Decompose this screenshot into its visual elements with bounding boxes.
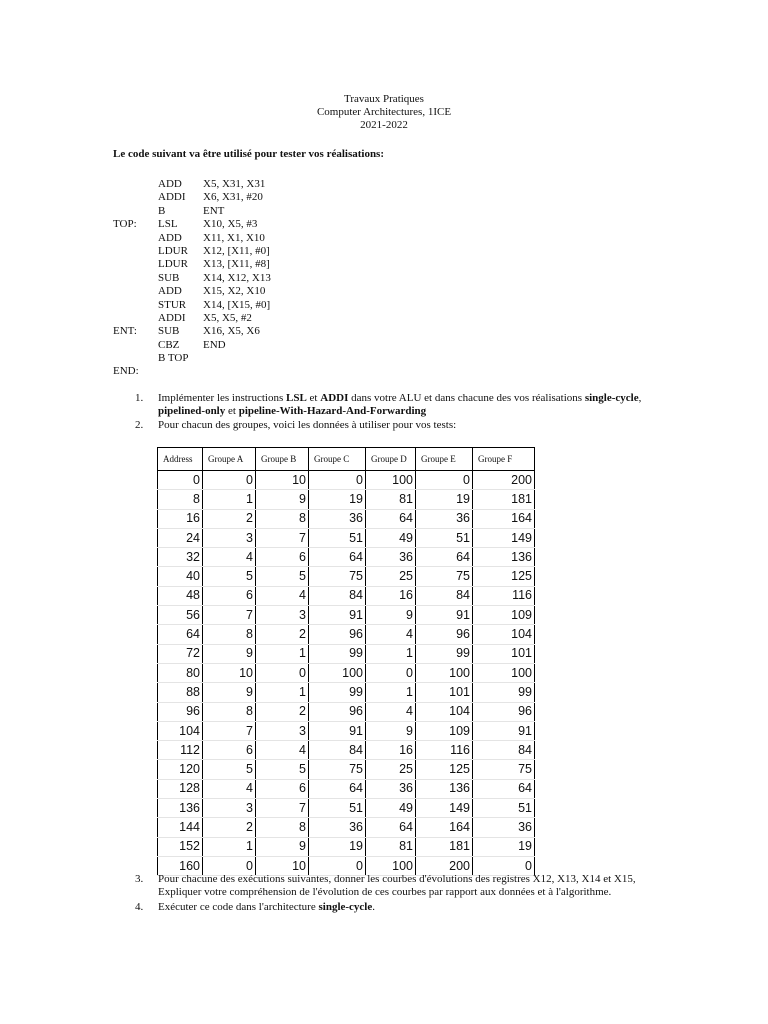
- list-number: 3.: [135, 873, 144, 885]
- table-cell: 125: [416, 760, 473, 779]
- list-number: 4.: [135, 901, 144, 913]
- table-cell: 4: [203, 548, 256, 567]
- table-cell: 64: [416, 548, 473, 567]
- code-operands: X10, X5, #3: [203, 218, 258, 231]
- table-cell: 19: [473, 837, 535, 856]
- list-item-4: [135, 901, 675, 914]
- table-cell: 125: [473, 567, 535, 586]
- table-cell: 3: [256, 721, 309, 740]
- table-cell: 36: [309, 818, 366, 837]
- list-text: [158, 901, 668, 914]
- table-cell: 19: [309, 490, 366, 509]
- table-cell: 200: [416, 856, 473, 875]
- table-cell: 7: [256, 528, 309, 547]
- table-cell: 10: [256, 471, 309, 490]
- table-cell: 9: [203, 644, 256, 663]
- table-cell: 99: [416, 644, 473, 663]
- table-cell: 8: [203, 702, 256, 721]
- table-cell: 49: [366, 528, 416, 547]
- column-header: Groupe C: [309, 448, 366, 471]
- table-body: [158, 471, 535, 876]
- table-cell: 112: [158, 741, 203, 760]
- table-cell: 164: [416, 818, 473, 837]
- table-cell: 144: [158, 818, 203, 837]
- code-operands: END: [203, 338, 226, 351]
- code-operands: X16, X5, X6: [203, 325, 260, 338]
- table-cell: 9: [256, 837, 309, 856]
- table-cell: 136: [473, 548, 535, 567]
- bold-run: pipelined-only: [158, 405, 226, 417]
- table-cell: 0: [309, 856, 366, 875]
- column-header: Groupe A: [203, 448, 256, 471]
- table-cell: 0: [473, 856, 535, 875]
- list-text: [158, 873, 668, 899]
- header-course: Computer Architectures, 1ICE: [316, 106, 452, 118]
- text-run: Exécuter ce code dans l'architecture: [158, 901, 319, 913]
- bold-run: pipeline-With-Hazard-And-Forwarding: [238, 405, 427, 417]
- text-run: et: [306, 392, 321, 404]
- table-cell: 164: [473, 509, 535, 528]
- table-cell: 3: [256, 606, 309, 625]
- table-header-row: [158, 448, 535, 471]
- table-cell: 0: [203, 856, 256, 875]
- table-cell: 32: [158, 548, 203, 567]
- table-cell: 7: [256, 799, 309, 818]
- bold-run: single-cycle: [584, 392, 639, 404]
- table-cell: 149: [473, 528, 535, 547]
- column-header: Groupe B: [256, 448, 309, 471]
- code-opcode: ADD: [158, 285, 182, 298]
- table-cell: 9: [366, 606, 416, 625]
- table-cell: 200: [473, 471, 535, 490]
- text-run: .: [372, 901, 375, 913]
- table-cell: 9: [256, 490, 309, 509]
- table-cell: 36: [366, 779, 416, 798]
- list-text: [158, 392, 668, 418]
- table-row: [158, 644, 535, 663]
- list-number: 1.: [135, 392, 144, 404]
- table-cell: 100: [416, 663, 473, 682]
- table-cell: 5: [203, 760, 256, 779]
- code-operands: X12, [X11, #0]: [203, 244, 270, 257]
- table-cell: 4: [203, 779, 256, 798]
- table-row: [158, 837, 535, 856]
- table-cell: 181: [473, 490, 535, 509]
- column-header: Groupe E: [416, 448, 473, 471]
- table-row: [158, 818, 535, 837]
- table-cell: 0: [416, 471, 473, 490]
- table-cell: 84: [309, 741, 366, 760]
- table-cell: 10: [256, 856, 309, 875]
- table-cell: 99: [309, 644, 366, 663]
- table-cell: 96: [309, 625, 366, 644]
- table-cell: 96: [416, 625, 473, 644]
- table-cell: 1: [203, 490, 256, 509]
- table-cell: 64: [366, 818, 416, 837]
- table-cell: 6: [256, 548, 309, 567]
- table-cell: 100: [473, 663, 535, 682]
- table-cell: 128: [158, 779, 203, 798]
- table-cell: 1: [366, 683, 416, 702]
- table-cell: 36: [473, 818, 535, 837]
- code-operands: X15, X2, X10: [203, 285, 266, 298]
- code-operands: X11, X1, X10: [203, 231, 265, 244]
- table-cell: 136: [158, 799, 203, 818]
- table-cell: 104: [473, 625, 535, 644]
- bold-run: ADDI: [320, 392, 349, 404]
- code-operands: ENT: [203, 204, 225, 217]
- table-cell: 36: [416, 509, 473, 528]
- table-cell: 4: [366, 625, 416, 644]
- table-cell: 8: [158, 490, 203, 509]
- table-cell: 99: [473, 683, 535, 702]
- table-row: [158, 606, 535, 625]
- table-cell: 8: [256, 509, 309, 528]
- table-cell: 5: [256, 567, 309, 586]
- table-cell: 8: [256, 818, 309, 837]
- table-cell: 64: [309, 548, 366, 567]
- table-cell: 91: [309, 721, 366, 740]
- table-row: [158, 548, 535, 567]
- code-opcode: B TOP: [158, 352, 189, 365]
- text-run: Implémenter les instructions: [158, 392, 286, 404]
- table-cell: 51: [309, 799, 366, 818]
- table-cell: 2: [203, 509, 256, 528]
- table-cell: 16: [158, 509, 203, 528]
- table-cell: 81: [366, 837, 416, 856]
- table-cell: 116: [473, 586, 535, 605]
- table-row: [158, 741, 535, 760]
- table-cell: 75: [416, 567, 473, 586]
- code-operands: X14, X12, X13: [203, 271, 271, 284]
- table-cell: 3: [203, 528, 256, 547]
- table-cell: 116: [416, 741, 473, 760]
- table-cell: 80: [158, 663, 203, 682]
- table-cell: 104: [416, 702, 473, 721]
- table-cell: 24: [158, 528, 203, 547]
- table-cell: 96: [309, 702, 366, 721]
- table-row: [158, 625, 535, 644]
- table-cell: 136: [416, 779, 473, 798]
- code-opcode: B: [158, 204, 166, 217]
- table-cell: 6: [203, 586, 256, 605]
- table-cell: 56: [158, 606, 203, 625]
- table-row: [158, 702, 535, 721]
- column-header: Address: [158, 448, 203, 471]
- data-table: [157, 447, 535, 876]
- table-cell: 3: [203, 799, 256, 818]
- table-cell: 101: [473, 644, 535, 663]
- table-cell: 100: [366, 471, 416, 490]
- code-label: TOP:: [113, 218, 137, 231]
- table-cell: 5: [256, 760, 309, 779]
- table-cell: 7: [203, 606, 256, 625]
- code-operands: X5, X5, #2: [203, 311, 252, 324]
- bold-run: single-cycle: [318, 901, 373, 913]
- table-cell: 5: [203, 567, 256, 586]
- code-opcode: SUB: [158, 271, 180, 284]
- code-opcode: CBZ: [158, 338, 180, 351]
- code-operands: X6, X31, #20: [203, 191, 263, 204]
- table-cell: 19: [309, 837, 366, 856]
- table-cell: 64: [309, 779, 366, 798]
- table-cell: 100: [309, 663, 366, 682]
- document-header: [0, 93, 768, 132]
- text-run: Expliquer votre compréhension de l'évolution de ces courbes par rapport aux données et à l'algorithme.: [158, 886, 612, 898]
- table-cell: 4: [256, 586, 309, 605]
- code-opcode: ADDI: [158, 191, 186, 204]
- table-row: [158, 799, 535, 818]
- table-row: [158, 683, 535, 702]
- code-opcode: LDUR: [158, 244, 188, 257]
- column-header: Groupe D: [366, 448, 416, 471]
- list-item-2: [135, 419, 675, 432]
- table-cell: 75: [309, 567, 366, 586]
- table-row: [158, 721, 535, 740]
- table-cell: 91: [416, 606, 473, 625]
- table-cell: 84: [473, 741, 535, 760]
- table-cell: 8: [203, 625, 256, 644]
- table-cell: 1: [203, 837, 256, 856]
- table-cell: 0: [309, 471, 366, 490]
- intro-text: Le code suivant va être utilisé pour tester vos réalisations:: [113, 148, 385, 160]
- table-cell: 88: [158, 683, 203, 702]
- bold-run: LSL: [286, 392, 307, 404]
- code-opcode: STUR: [158, 298, 187, 311]
- table-row: [158, 471, 535, 490]
- header-title: Travaux Pratiques: [344, 93, 424, 105]
- table-cell: 6: [203, 741, 256, 760]
- header-year: 2021-2022: [360, 119, 408, 131]
- table-cell: 51: [309, 528, 366, 547]
- table-cell: 101: [416, 683, 473, 702]
- table-cell: 75: [473, 760, 535, 779]
- table-cell: 4: [366, 702, 416, 721]
- code-operands: X14, [X15, #0]: [203, 298, 271, 311]
- table-row: [158, 760, 535, 779]
- text-run: ,: [638, 392, 642, 404]
- list-item-3: [135, 873, 675, 899]
- table-cell: 51: [416, 528, 473, 547]
- table-cell: 9: [366, 721, 416, 740]
- code-operands: X13, [X11, #8]: [203, 258, 270, 271]
- table-cell: 0: [158, 471, 203, 490]
- table-cell: 84: [309, 586, 366, 605]
- table-cell: 48: [158, 586, 203, 605]
- text-run: dans votre ALU et dans chacune des vos réalisations: [348, 392, 585, 404]
- table-cell: 109: [416, 721, 473, 740]
- table-cell: 181: [416, 837, 473, 856]
- table-cell: 7: [203, 721, 256, 740]
- list-text: Pour chacun des groupes, voici les données à utiliser pour vos tests:: [158, 419, 457, 431]
- table-cell: 0: [366, 663, 416, 682]
- table-cell: 99: [309, 683, 366, 702]
- text-run: Pour chacune des exécutions suivantes, donner les courbes d'évolutions des registres X12, X13, X14 et X15,: [158, 873, 636, 885]
- table-cell: 0: [203, 471, 256, 490]
- table-cell: 64: [473, 779, 535, 798]
- code-operands: X5, X31, X31: [203, 178, 266, 190]
- table-cell: 2: [256, 625, 309, 644]
- code-opcode: ADD: [158, 231, 182, 244]
- table-cell: 25: [366, 567, 416, 586]
- table-row: [158, 663, 535, 682]
- table-row: [158, 779, 535, 798]
- table-row: [158, 509, 535, 528]
- table-cell: 51: [473, 799, 535, 818]
- table-cell: 49: [366, 799, 416, 818]
- table-cell: 91: [309, 606, 366, 625]
- table-cell: 25: [366, 760, 416, 779]
- table-row: [158, 490, 535, 509]
- table-cell: 72: [158, 644, 203, 663]
- table-cell: 10: [203, 663, 256, 682]
- table-cell: 16: [366, 586, 416, 605]
- table-cell: 64: [158, 625, 203, 644]
- table-row: [158, 586, 535, 605]
- code-opcode: LSL: [158, 218, 178, 231]
- code-opcode: ADD: [158, 178, 182, 190]
- table-cell: 1: [256, 683, 309, 702]
- code-label: ENT:: [113, 325, 137, 338]
- table-cell: 91: [473, 721, 535, 740]
- table-cell: 109: [473, 606, 535, 625]
- code-opcode: LDUR: [158, 258, 188, 271]
- column-header: Groupe F: [473, 448, 535, 471]
- table-cell: 149: [416, 799, 473, 818]
- table-cell: 36: [309, 509, 366, 528]
- table-cell: 160: [158, 856, 203, 875]
- list-number: 2.: [135, 419, 144, 431]
- table-cell: 64: [366, 509, 416, 528]
- table-cell: 152: [158, 837, 203, 856]
- table-cell: 40: [158, 567, 203, 586]
- table-cell: 0: [256, 663, 309, 682]
- table-cell: 36: [366, 548, 416, 567]
- table-row: [158, 528, 535, 547]
- table-cell: 19: [416, 490, 473, 509]
- table-cell: 6: [256, 779, 309, 798]
- table-cell: 81: [366, 490, 416, 509]
- table-cell: 2: [203, 818, 256, 837]
- table-cell: 2: [256, 702, 309, 721]
- table-cell: 100: [366, 856, 416, 875]
- code-opcode: SUB: [158, 325, 180, 338]
- table-cell: 16: [366, 741, 416, 760]
- table-cell: 4: [256, 741, 309, 760]
- table-cell: 9: [203, 683, 256, 702]
- table-cell: 104: [158, 721, 203, 740]
- table-row: [158, 567, 535, 586]
- table-cell: 96: [473, 702, 535, 721]
- table-cell: 75: [309, 760, 366, 779]
- table-cell: 120: [158, 760, 203, 779]
- table-cell: 96: [158, 702, 203, 721]
- table-cell: 1: [366, 644, 416, 663]
- table-cell: 84: [416, 586, 473, 605]
- list-item-1: [135, 392, 675, 418]
- code-label: END:: [113, 365, 139, 378]
- text-run: et: [225, 405, 239, 417]
- code-opcode: ADDI: [158, 311, 186, 324]
- table-cell: 1: [256, 644, 309, 663]
